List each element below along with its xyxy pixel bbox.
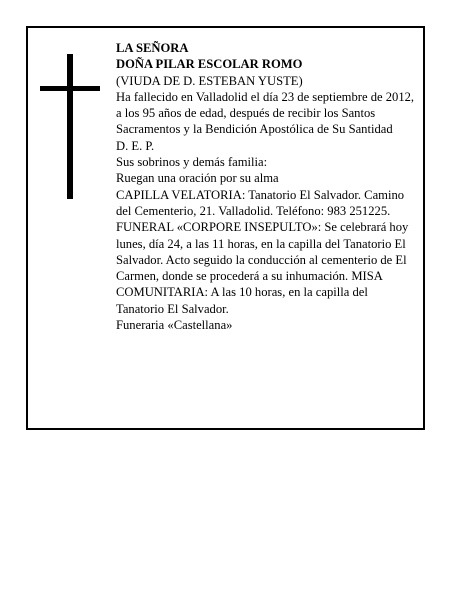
prayer-text: Ruegan una oración por su alma bbox=[116, 171, 279, 186]
notice-heading: LA SEÑORA bbox=[116, 41, 189, 55]
cross-icon bbox=[40, 54, 100, 199]
funeral-info: FUNERAL «CORPORE INSEPULTO»: Se celebrará hoy lunes, día 24, a las 11 horas, en la capilla del Tanatorio El Salvador. Acto seguido la conducción al cementerio de El Carmen, donde se procederá a su inhumación. MISA COMUNITARIA: A las 10 horas, en la capilla del Tanatorio El Salvador. bbox=[116, 220, 409, 316]
widow-of: (VIUDA DE D. ESTEBAN YUSTE) bbox=[116, 73, 303, 88]
rip-text: D. E. P. bbox=[116, 138, 155, 153]
family-text: Sus sobrinos y demás familia: bbox=[116, 155, 268, 170]
cross-vertical-bar bbox=[67, 54, 73, 199]
notice-text-block bbox=[116, 40, 416, 333]
cross-horizontal-bar bbox=[40, 86, 100, 91]
obituary-notice bbox=[26, 26, 425, 430]
deceased-name: DOÑA PILAR ESCOLAR ROMO bbox=[116, 57, 303, 72]
chapel-info: CAPILLA VELATORIA: Tanatorio El Salvador. Camino del Cementerio, 21. Valladolid. Teléfono: 983 251225. bbox=[116, 187, 405, 218]
death-info: Ha fallecido en Valladolid el día 23 de septiembre de 2012, a los 95 años de edad, después de recibir los Santos Sacramentos y la Bendición Apostólica de Su Santidad bbox=[116, 89, 415, 137]
funeral-home: Funeraria «Castellana» bbox=[116, 318, 233, 333]
